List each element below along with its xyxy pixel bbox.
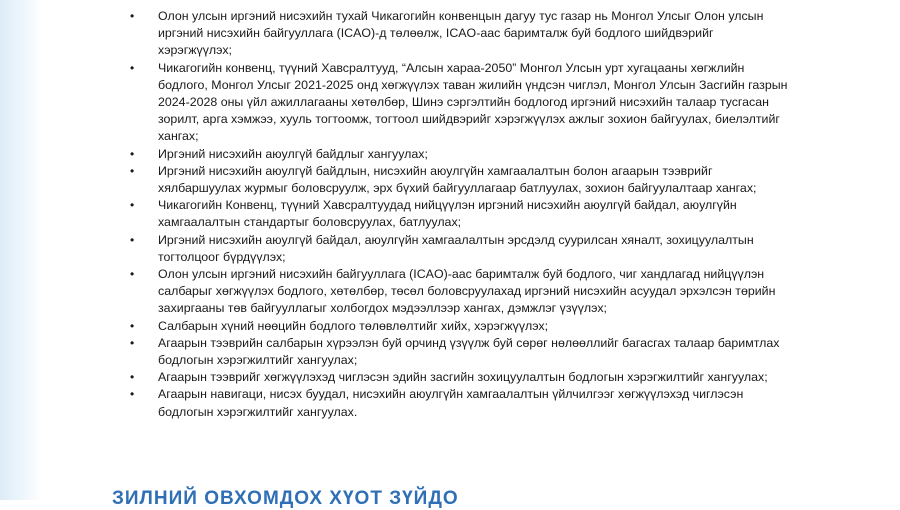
list-item: [130, 60, 790, 146]
list-item: [130, 266, 790, 318]
list-item: [130, 163, 790, 197]
bullet-icon: •: [130, 146, 135, 161]
list-item: [130, 146, 790, 163]
bullet-icon: •: [130, 232, 135, 247]
list-item-text: Иргэний нисэхийн аюулгүй байдлыг хангуулах;: [158, 146, 428, 161]
list-item: [130, 335, 790, 369]
list-item-text: Чикагогийн Конвенц, түүний Хавсралтуудад нийцүүлэн иргэний нисэхийн аюулгүй байдал, аюулгүйн хамгаалалтын стандартыг боловсруулах, батлуулах;: [158, 198, 737, 230]
bullet-icon: •: [130, 370, 135, 385]
decorative-side-band: [0, 0, 42, 500]
bullet-icon: •: [130, 387, 135, 402]
list-item-text: Агаарын тээврийг хөгжүүлэхэд чиглэсэн эдийн засгийн зохицуулалтын бодлогын хэрэгжилтийг хангуулах;: [158, 370, 768, 385]
list-item: [130, 318, 790, 335]
bullet-icon: •: [130, 335, 135, 350]
bullet-icon: •: [130, 198, 135, 213]
list-item-text: Салбарын хүний нөөцийн бодлого төлөвлөлтийг хийх, хэрэгжүүлэх;: [158, 318, 549, 333]
list-item: [130, 8, 790, 60]
bullet-icon: •: [130, 318, 135, 333]
list-item-text: Агаарын навигаци, нисэх буудал, нисэхийн аюулгүйн хамгаалалтын үйлчилгээг хөгжүүлэхэд чиглэсэн бодлогын хэрэгжилтийг хангуулах.: [158, 387, 744, 419]
bullet-icon: •: [130, 60, 135, 75]
duties-list: [130, 8, 790, 421]
bullet-icon: •: [130, 163, 135, 178]
list-item-text: Олон улсын иргэний нисэхийн байгууллага (ICAO)-аас баримталж буй бодлого, чиг хандлагад нийцүүлэн салбарыг хөгжүүлэх бодлого, хөтөлбөр, төсөл боловсруулахад иргэний нисэхийн асуудал эрхэлсэн төрийн захиргааны төв байгууллагыг холбогдох мэдээллээр хангах, дэмжлэг үзүүлэх;: [158, 267, 776, 316]
bullet-icon: •: [130, 9, 135, 23]
list-item-text: Агаарын тээврийн салбарын хүрээлэн буй орчинд үзүүлж буй сөрөг нөлөөллийг багасгах талаар баримтлах бодлогын хэрэгжилтийг хангуулах;: [158, 335, 780, 368]
section-heading: ЗИЛНИЙ ОВХОМДОХ ХҮОТ ЗҮЙДО: [112, 488, 459, 509]
list-item: [130, 232, 790, 266]
list-item-text: Олон улсын иргэний нисэхийн тухай Чикагогийн конвенцын дагуу тус газар нь Монгол Улсыг Олон улсын иргэний нисэхийн байгууллага (ICAO)-д төлөөлж, ICAO-аас баримталж буй бодлого шийдвэрийг хэрэгжүүлэх;: [158, 9, 764, 58]
bullet-icon: •: [130, 267, 135, 282]
list-item-text: Чикагогийн конвенц, түүний Хавсралтууд, “Алсын хараа-2050” Монгол Улсын урт хугацааны хөгжлийн бодлого, Монгол Улсыг 2021-2025 онд хөгжүүлэх таван жилийн үндсэн чиглэл, Монгол Улсын Засгийн газрын 2024-2028 оны үйл ажиллагааны хөтөлбөр, Шинэ сэргэлтийн бодлогод иргэний нисэхийн талаар тусгасан зорилт, арга хэмжээ, хууль тогтоомж, тогтоол шийдвэрийг хэрэгжүүлэх ажлыг зохион байгуулах, биелэлтийг хангах;: [158, 60, 788, 144]
list-item: [130, 386, 790, 420]
list-item: [130, 369, 790, 386]
list-item-text: Иргэний нисэхийн аюулгүй байдал, аюулгүйн хамгаалалтын эрсдэлд суурилсан хяналт, зохицуулалтын тогтолцоог бүрдүүлэх;: [158, 232, 754, 264]
list-item: [130, 197, 790, 231]
list-item-text: Иргэний нисэхийн аюулгүй байдлын, нисэхийн аюулгүйн хамгаалалтын болон агаарын тээврийг хялбаршуулах журмыг боловсруулж, эрх бүхий байгууллагаар батлуулах, зохион байгуулалтаар хангах;: [158, 163, 757, 196]
